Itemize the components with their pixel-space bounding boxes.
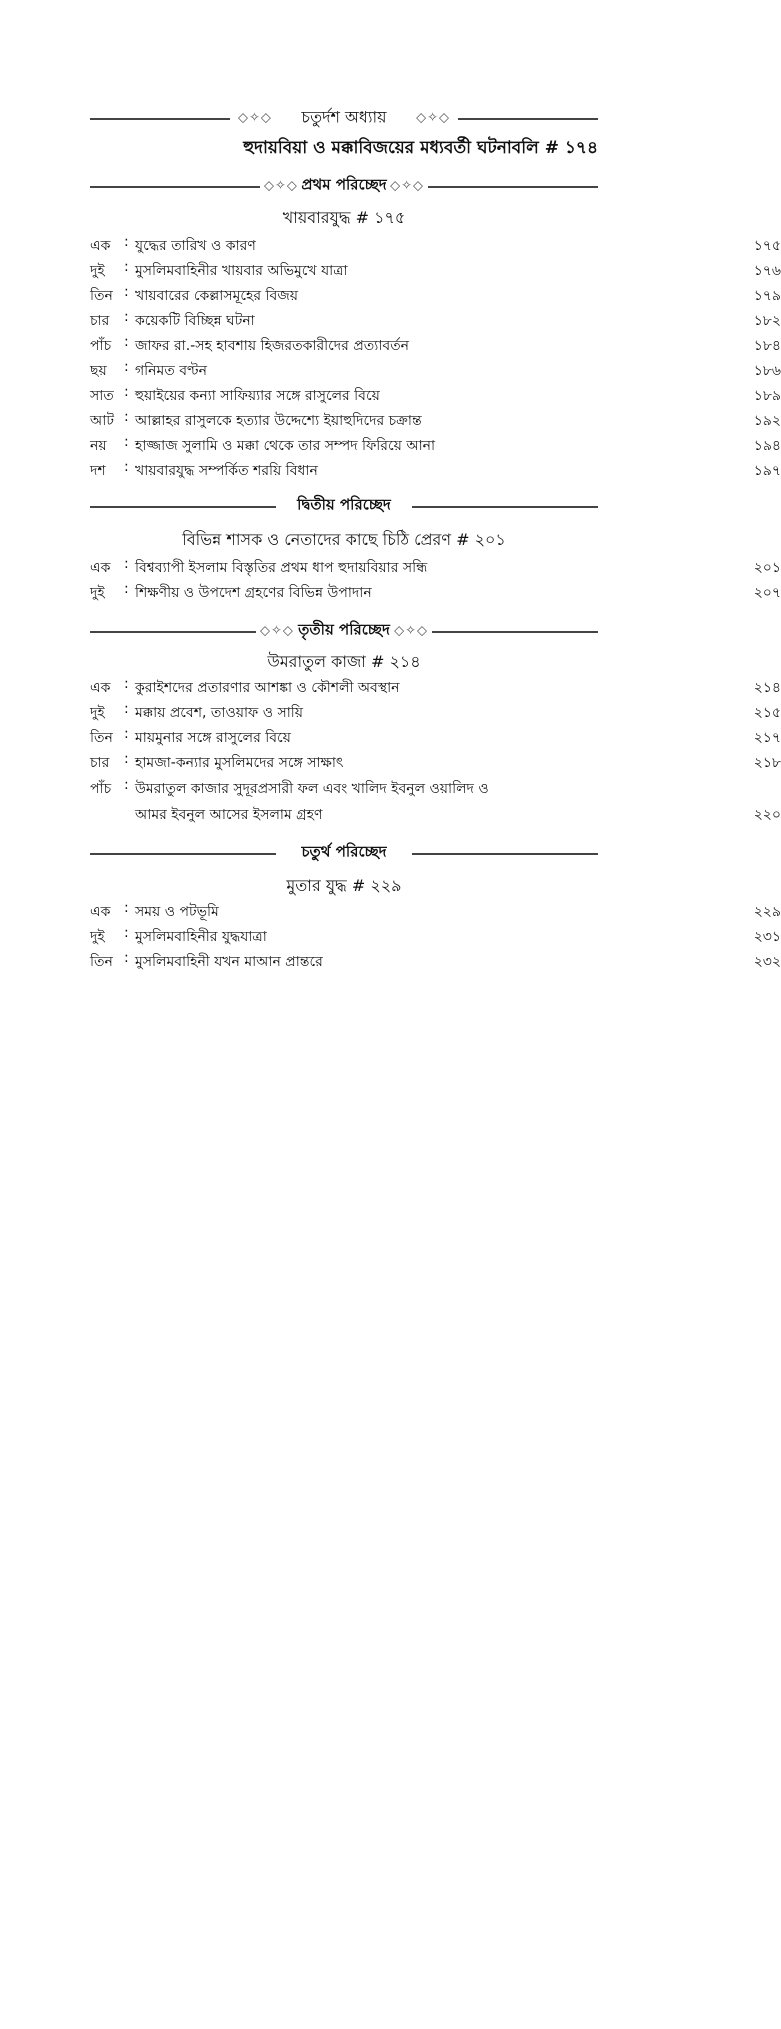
entry-title: যুদ্ধের তারিখ ও কারণ bbox=[135, 238, 256, 254]
entry-page: ১৯৪ bbox=[753, 438, 781, 454]
entry-number: দুই bbox=[90, 929, 105, 945]
entry-separator: : bbox=[124, 777, 129, 793]
entry-title: শিক্ষণীয় ও উপদেশ গ্রহণের বিভিন্ন উপাদান bbox=[135, 585, 372, 601]
entry-number: তিন bbox=[90, 954, 113, 970]
entry-page: ১৭৯ bbox=[753, 288, 781, 304]
entry-title: মক্কায় প্রবেশ, তাওয়াফ ও সায়ি bbox=[135, 705, 304, 721]
chapter-title: হুদায়বিয়া ও মক্কাবিজয়ের মধ্যবর্তী ঘটনাবলি # ১৭৪ bbox=[243, 138, 598, 158]
section-heading-text: প্রথম পরিচ্ছেদ bbox=[301, 175, 387, 194]
entry-number: চার bbox=[90, 755, 110, 771]
toc-entry[interactable] bbox=[90, 284, 781, 308]
entry-number: নয় bbox=[90, 438, 107, 454]
section-heading bbox=[90, 838, 598, 868]
toc-entry[interactable] bbox=[90, 925, 781, 949]
entry-title: খায়বারের কেল্লাসমূহের বিজয় bbox=[135, 288, 299, 304]
entry-number: দশ bbox=[90, 463, 106, 479]
entry-title: মুসলিমবাহিনীর খায়বার অভিমুখে যাত্রা bbox=[135, 263, 348, 279]
entry-number: ছয় bbox=[90, 363, 107, 379]
toc-entry[interactable] bbox=[90, 309, 781, 333]
chapter-label: চতুর্দশ অধ্যায় bbox=[301, 107, 387, 127]
toc-entry[interactable] bbox=[90, 676, 781, 700]
ornament-icon: ◇✧◇ bbox=[264, 178, 298, 194]
entry-page: ২১৫ bbox=[753, 705, 781, 721]
entry-number: পাঁচ bbox=[90, 338, 112, 354]
entry-title: হামজা-কন্যার মুসলিমদের সঙ্গে সাক্ষাৎ bbox=[135, 755, 344, 771]
entry-separator: : bbox=[124, 234, 129, 250]
divider-rule bbox=[428, 186, 598, 188]
toc-entry[interactable] bbox=[90, 259, 781, 283]
entry-number: এক bbox=[90, 904, 111, 920]
entry-separator: : bbox=[124, 459, 129, 475]
entry-number: চার bbox=[90, 313, 110, 329]
entry-title: গনিমত বণ্টন bbox=[135, 363, 208, 379]
section-subtitle: বিভিন্ন শাসক ও নেতাদের কাছে চিঠি প্রেরণ # ২০১ bbox=[182, 530, 506, 549]
toc-entry[interactable] bbox=[90, 556, 781, 580]
toc-entry[interactable] bbox=[90, 581, 781, 605]
entry-separator: : bbox=[124, 309, 129, 325]
toc-entry[interactable] bbox=[90, 950, 781, 974]
entry-number: তিন bbox=[90, 288, 113, 304]
divider-rule bbox=[432, 631, 598, 633]
entry-number: দুই bbox=[90, 263, 105, 279]
toc-entry-continued[interactable] bbox=[90, 803, 781, 827]
entry-title: মুসলিমবাহিনী যখন মাআন প্রান্তরে bbox=[135, 954, 323, 970]
entry-page: ১৮৯ bbox=[753, 388, 781, 404]
entry-title: কুরাইশদের প্রতারণার আশঙ্কা ও কৌশলী অবস্থান bbox=[135, 680, 400, 696]
entry-separator: : bbox=[124, 284, 129, 300]
entry-number: পাঁচ bbox=[90, 781, 112, 797]
section-heading bbox=[90, 171, 598, 201]
ornament-icon: ◇✧◇ bbox=[394, 623, 428, 639]
entry-number: দুই bbox=[90, 705, 105, 721]
entry-separator: : bbox=[124, 434, 129, 450]
entry-number: এক bbox=[90, 238, 111, 254]
entry-separator: : bbox=[124, 925, 129, 941]
entry-page: ১৯৭ bbox=[753, 463, 781, 479]
entry-title: হাজ্জাজ সুলামি ও মক্কা থেকে তার সম্পদ ফিরিয়ে আনা bbox=[135, 438, 436, 454]
toc-entry[interactable] bbox=[90, 234, 781, 258]
divider-rule bbox=[90, 853, 276, 855]
entry-title: উমরাতুল কাজার সুদূরপ্রসারী ফল এবং খালিদ ইবনুল ওয়ালিদ ও bbox=[135, 781, 489, 797]
toc-entry[interactable] bbox=[90, 751, 781, 775]
toc-entry[interactable] bbox=[90, 409, 781, 433]
section-heading bbox=[90, 491, 598, 521]
entry-page: ২২৯ bbox=[753, 904, 781, 920]
entry-title: খায়বারযুদ্ধ সম্পর্কিত শরয়ি বিধান bbox=[135, 463, 318, 479]
toc-entry[interactable] bbox=[90, 334, 781, 358]
entry-number: এক bbox=[90, 680, 111, 696]
entry-separator: : bbox=[124, 726, 129, 742]
entry-page: ২১৪ bbox=[753, 680, 781, 696]
toc-entry[interactable] bbox=[90, 359, 781, 383]
entry-title: মায়মুনার সঙ্গে রাসুলের বিয়ে bbox=[135, 730, 291, 746]
entry-number: তিন bbox=[90, 730, 113, 746]
entry-page: ২২০ bbox=[753, 807, 781, 823]
section-heading bbox=[90, 616, 598, 646]
entry-title: বিশ্বব্যাপী ইসলাম বিস্তৃতির প্রথম ধাপ হুদায়বিয়ার সন্ধি bbox=[135, 560, 428, 576]
entry-title: হুয়াইয়ের কন্যা সাফিয়্যার সঙ্গে রাসুলের বিয়ে bbox=[135, 388, 380, 404]
entry-separator: : bbox=[124, 751, 129, 767]
entry-page: ২১৮ bbox=[753, 755, 781, 771]
entry-title: জাফর রা.-সহ হাবশায় হিজরতকারীদের প্রত্যাবর্তন bbox=[135, 338, 410, 354]
divider-rule bbox=[90, 186, 260, 188]
ornament-icon: ◇✧◇ bbox=[416, 110, 450, 126]
divider-rule bbox=[90, 506, 276, 508]
ornament-icon: ◇✧◇ bbox=[260, 623, 294, 639]
entry-page: ১৯২ bbox=[753, 413, 781, 429]
entry-number: দুই bbox=[90, 585, 105, 601]
entry-separator: : bbox=[124, 581, 129, 597]
divider-rule bbox=[458, 118, 598, 120]
entry-page: ১৭৬ bbox=[753, 263, 781, 279]
entry-page: ১৮৬ bbox=[753, 363, 781, 379]
entry-title-continued: আমর ইবনুল আসের ইসলাম গ্রহণ bbox=[135, 807, 323, 823]
entry-page: ১৮৪ bbox=[753, 338, 781, 354]
toc-entry[interactable] bbox=[90, 726, 781, 750]
entry-page: ১৮২ bbox=[753, 313, 781, 329]
entry-page: ২৩১ bbox=[753, 929, 781, 945]
entry-separator: : bbox=[124, 676, 129, 692]
entry-page: ২০১ bbox=[753, 560, 781, 576]
divider-rule bbox=[90, 118, 230, 120]
section-subtitle: খায়বারযুদ্ধ # ১৭৫ bbox=[282, 208, 406, 227]
entry-separator: : bbox=[124, 409, 129, 425]
entry-separator: : bbox=[124, 359, 129, 375]
entry-separator: : bbox=[124, 950, 129, 966]
entry-number: এক bbox=[90, 560, 111, 576]
ornament-icon: ◇✧◇ bbox=[238, 110, 272, 126]
toc-entry[interactable] bbox=[90, 701, 781, 725]
divider-rule bbox=[90, 631, 256, 633]
chapter-heading bbox=[90, 103, 598, 133]
entry-title: কয়েকটি বিচ্ছিন্ন ঘটনা bbox=[135, 313, 255, 329]
section-subtitle: মুতার যুদ্ধ # ২২৯ bbox=[286, 876, 402, 895]
entry-page: ১৭৫ bbox=[753, 238, 781, 254]
entry-page: ২০৭ bbox=[753, 585, 781, 601]
entry-separator: : bbox=[124, 701, 129, 717]
entry-number: আট bbox=[90, 413, 114, 429]
section-heading-text: চতুর্থ পরিচ্ছেদ bbox=[301, 842, 387, 861]
entry-separator: : bbox=[124, 900, 129, 916]
entry-title: আল্লাহর রাসুলকে হত্যার উদ্দেশ্যে ইয়াহুদিদের চক্রান্ত bbox=[135, 413, 422, 429]
entry-title: সময় ও পটভূমি bbox=[135, 904, 219, 920]
section-heading-text: দ্বিতীয় পরিচ্ছেদ bbox=[297, 495, 391, 514]
entry-page: ২১৭ bbox=[753, 730, 781, 746]
toc-entry[interactable] bbox=[90, 434, 781, 458]
entry-separator: : bbox=[124, 334, 129, 350]
toc-entry[interactable] bbox=[90, 900, 781, 924]
entry-title: মুসলিমবাহিনীর যুদ্ধযাত্রা bbox=[135, 929, 267, 945]
ornament-icon: ◇✧◇ bbox=[390, 178, 424, 194]
divider-rule bbox=[412, 506, 598, 508]
entry-page: ২৩২ bbox=[753, 954, 781, 970]
entry-separator: : bbox=[124, 556, 129, 572]
toc-entry[interactable] bbox=[90, 777, 598, 801]
section-subtitle: উমরাতুল কাজা # ২১৪ bbox=[267, 652, 421, 671]
toc-entry[interactable] bbox=[90, 459, 781, 483]
section-heading-text: তৃতীয় পরিচ্ছেদ bbox=[298, 620, 390, 639]
entry-number: সাত bbox=[90, 388, 114, 404]
divider-rule bbox=[412, 853, 598, 855]
entry-separator: : bbox=[124, 259, 129, 275]
entry-separator: : bbox=[124, 384, 129, 400]
toc-entry[interactable] bbox=[90, 384, 781, 408]
